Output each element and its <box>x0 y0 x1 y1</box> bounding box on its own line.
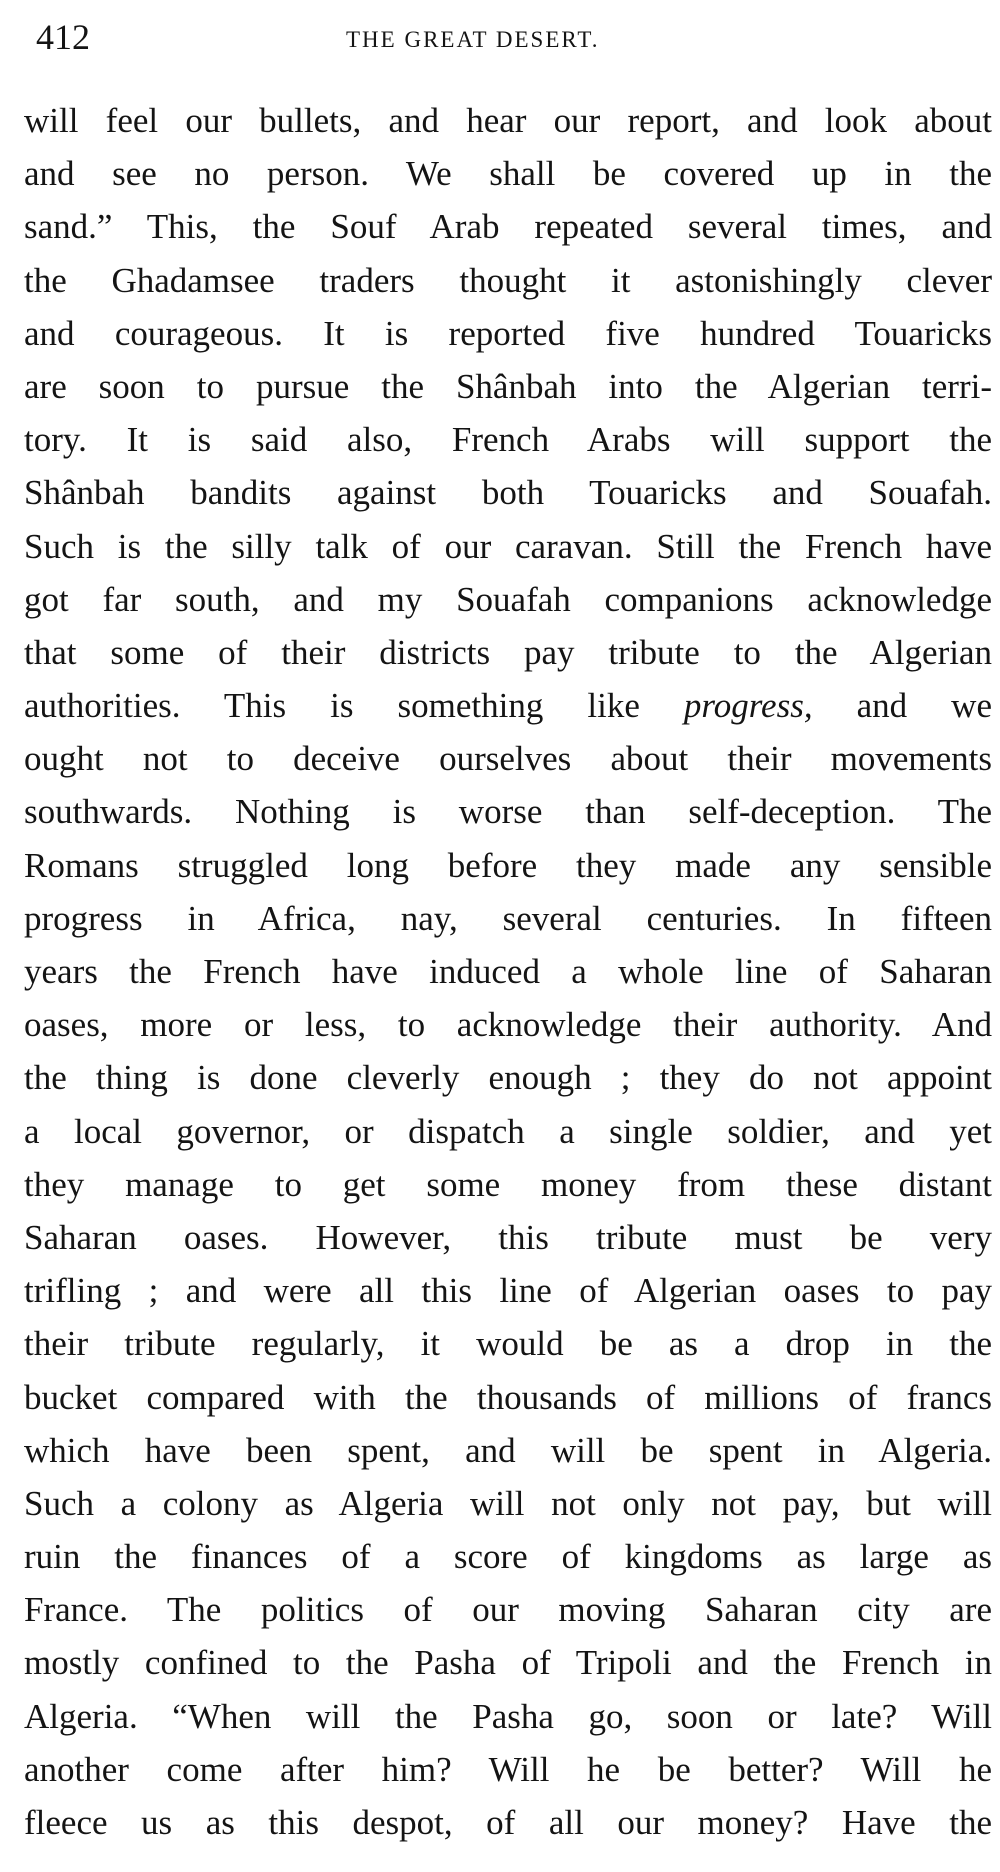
text-line: will feel our bullets, and hear our report, and look about <box>24 101 992 140</box>
body-text <box>24 94 992 1849</box>
running-head <box>36 12 736 62</box>
text-line: progress in Africa, nay, several centuries. In fifteen <box>24 898 992 938</box>
italic-word: progress, <box>683 686 813 726</box>
text-line: ruin the finances of a score of kingdoms as large as <box>24 1537 992 1577</box>
text-line: tory. It is said also, French Arabs will support the <box>24 420 992 460</box>
text-line: bucket compared with the thousands of millions of francs <box>24 1377 992 1417</box>
text-line: trifling ; and were all this line of Algerian oases to pay <box>24 1271 992 1311</box>
text-line: another come after him? Will he be better? Will he <box>24 1749 992 1789</box>
text-line: a local governor, or dispatch a single soldier, and yet <box>24 1111 992 1151</box>
text-line: France. The politics of our moving Saharan city are <box>24 1590 992 1630</box>
text-line: and see no person. We shall be covered up in the <box>24 154 992 194</box>
text-line: Such is the silly talk of our caravan. Still the French have <box>24 526 992 566</box>
text-segment: authorities. This is something like <box>24 686 684 726</box>
text-line: fleece us as this despot, of all our money? Have the <box>24 1803 992 1842</box>
text-line: they manage to get some money from these distant <box>24 1164 992 1204</box>
running-title: THE GREAT DESERT. <box>346 27 600 52</box>
text-line-with-italic <box>24 679 992 732</box>
text-line: sand.” This, the Souf Arab repeated several times, and <box>24 207 992 247</box>
text-line: southwards. Nothing is worse than self-deception. The <box>24 792 992 832</box>
text-line: which have been spent, and will be spent in Algeria. <box>24 1430 992 1470</box>
text-line: Algeria. “When will the Pasha go, soon or late? Will <box>24 1696 992 1736</box>
text-line: got far south, and my Souafah companions acknowledge <box>24 579 992 619</box>
text-line: oases, more or less, to acknowledge their authority. And <box>24 1005 992 1045</box>
text-line: ought not to deceive ourselves about their movements <box>24 739 992 779</box>
text-line: Romans struggled long before they made any sensible <box>24 845 992 885</box>
text-line: the Ghadamsee traders thought it astonishingly clever <box>24 260 992 300</box>
text-line: and courageous. It is reported five hundred Touaricks <box>24 313 992 353</box>
text-line: mostly confined to the Pasha of Tripoli and the French in <box>24 1643 992 1683</box>
text-line: that some of their districts pay tribute to the Algerian <box>24 632 992 672</box>
text-line: are soon to pursue the Shânbah into the Algerian terri- <box>24 366 992 406</box>
page-number: 412 <box>36 17 90 57</box>
text-line: Such a colony as Algeria will not only not pay, but will <box>24 1483 992 1523</box>
text-line: their tribute regularly, it would be as a drop in the <box>24 1324 992 1364</box>
text-line: Shânbah bandits against both Touaricks and Souafah. <box>24 473 992 513</box>
text-line: Saharan oases. However, this tribute must be very <box>24 1217 992 1257</box>
text-line: years the French have induced a whole line of Saharan <box>24 952 992 991</box>
text-line: the thing is done cleverly enough ; they do not appoint <box>24 1058 992 1098</box>
text-segment: and we <box>812 686 992 726</box>
